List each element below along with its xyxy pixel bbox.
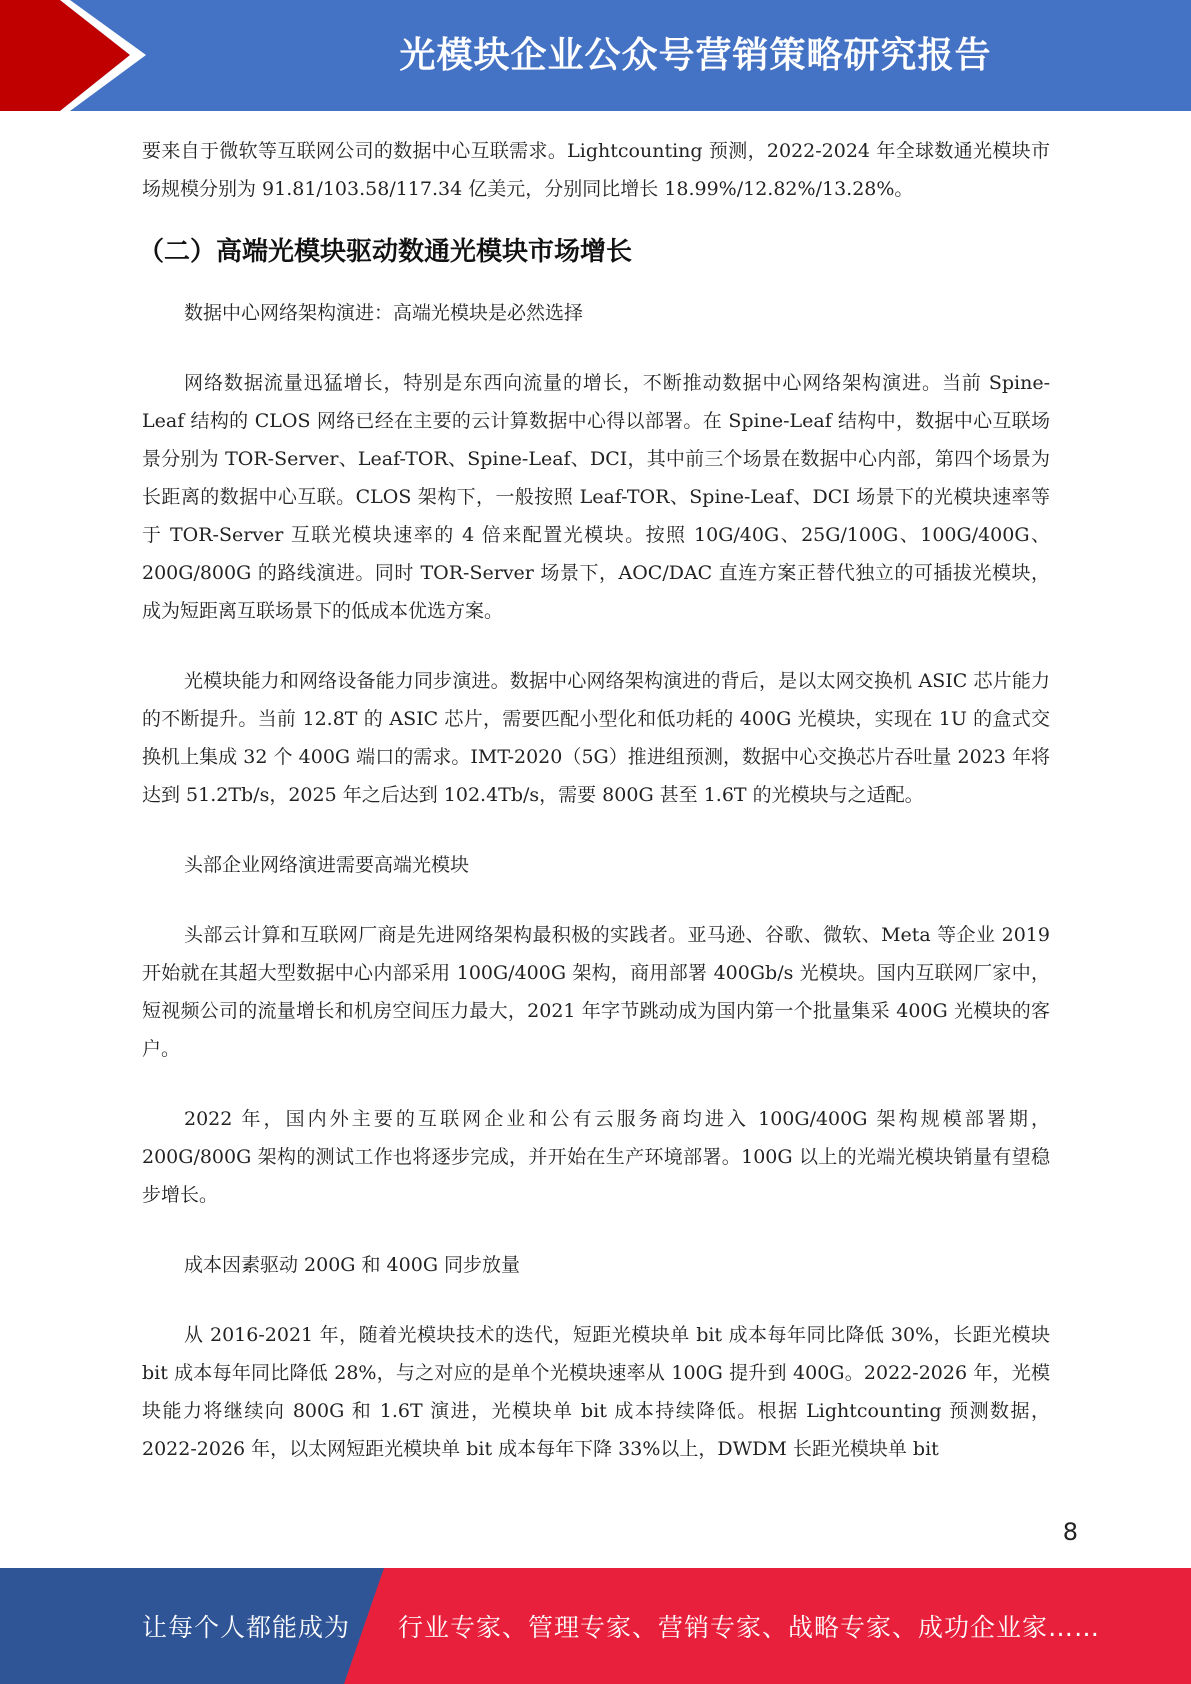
paragraph-4: 2022 年，国内外主要的互联网企业和公有云服务商均进入 100G/400G 架构规模部署期，200G/800G 架构的测试工作也将逐步完成，并开始在生产环境部署。100G 以上的光端光模块销量有望稳步增长。 (142, 1108, 1050, 1206)
footer-slogan-left: 让每个人都能成为 (142, 1613, 351, 1642)
header-title: 光模块企业公众号营销策略研究报告 (399, 34, 992, 76)
footer-slogan-right: 行业专家、管理专家、营销专家、战略专家、成功企业家…… (398, 1613, 1101, 1642)
paragraph-3: 头部云计算和互联网厂商是先进网络架构最积极的实践者。亚马逊、谷歌、微软、Meta 等企业 2019 开始就在其超大型数据中心内部采用 100G/400G 架构，商用部署 400Gb/s 光模块。国内互联网厂家中，短视频公司的流量增长和机房空间压力最大，2021 年字节跳动成为国内第一个批量集采 400G 光模块的客户。 (142, 924, 1050, 1060)
paragraph-2: 光模块能力和网络设备能力同步演进。数据中心网络架构演进的背后，是以太网交换机 ASIC 芯片能力的不断提升。当前 12.8T 的 ASIC 芯片，需要匹配小型化和低功耗的 400G 光模块，实现在 1U 的盒式交换机上集成 32 个 400G 端口的需求。IMT-2020（5G）推进组预测，数据中心交换芯片吞吐量 2023 年将达到 51.2Tb/s，2025 年之后达到 102.4Tb/s，需要 800G 甚至 1.6T 的光模块与之适配。 (142, 670, 1050, 806)
intro-paragraph: 要来自于微软等互联网公司的数据中心互联需求。Lightcounting 预测，2022-2024 年全球数通光模块市场规模分别为 91.81/103.58/117.34 亿美元，分别同比增长 18.99%/12.82%/13.28%。 (142, 140, 1050, 200)
subheading-3: 成本因素驱动 200G 和 400G 同步放量 (184, 1254, 521, 1276)
header-chevron-red (0, 0, 130, 111)
page-number: 8 (1062, 1518, 1078, 1546)
subheading-2: 头部企业网络演进需要高端光模块 (184, 854, 470, 876)
paragraph-5: 从 2016-2021 年，随着光模块技术的迭代，短距光模块单 bit 成本每年同比降低 30%，长距光模块 bit 成本每年同比降低 28%，与之对应的是单个光模块速率从 100G 提升到 400G。2022-2026 年，光模块能力将继续向 800G 和 1.6T 演进，光模块单 bit 成本持续降低。根据 Lightcounting 预测数据，2022-2026 年，以太网短距光模块单 bit 成本每年下降 33%以上，DWDM 长距光模块单 bit (142, 1324, 1050, 1460)
page-footer (0, 1568, 1191, 1684)
section-heading: （二）高端光模块驱动数通光模块市场增长 (138, 237, 633, 267)
paragraph-1: 网络数据流量迅猛增长，特别是东西向流量的增长，不断推动数据中心网络架构演进。当前 Spine-Leaf 结构的 CLOS 网络已经在主要的云计算数据中心得以部署。在 Spine-Leaf 结构中，数据中心互联场景分别为 TOR-Server、Leaf-TOR、Spine-Leaf、DCI，其中前三个场景在数据中心内部，第四个场景为长距离的数据中心互联。CLOS 架构下，一般按照 Leaf-TOR、Spine-Leaf、DCI 场景下的光模块速率等于 TOR-Server 互联光模块速率的 4 倍来配置光模块。按照 10G/40G、25G/100G、100G/400G、200G/800G 的路线演进。同时 TOR-Server 场景下，AOC/DAC 直连方案正替代独立的可插拔光模块，成为短距离互联场景下的低成本优选方案。 (142, 372, 1050, 622)
page-header (0, 0, 1191, 111)
header-chevron-decoration (0, 0, 160, 111)
document-body (138, 132, 1050, 1468)
subheading-1: 数据中心网络架构演进：高端光模块是必然选择 (184, 302, 584, 324)
